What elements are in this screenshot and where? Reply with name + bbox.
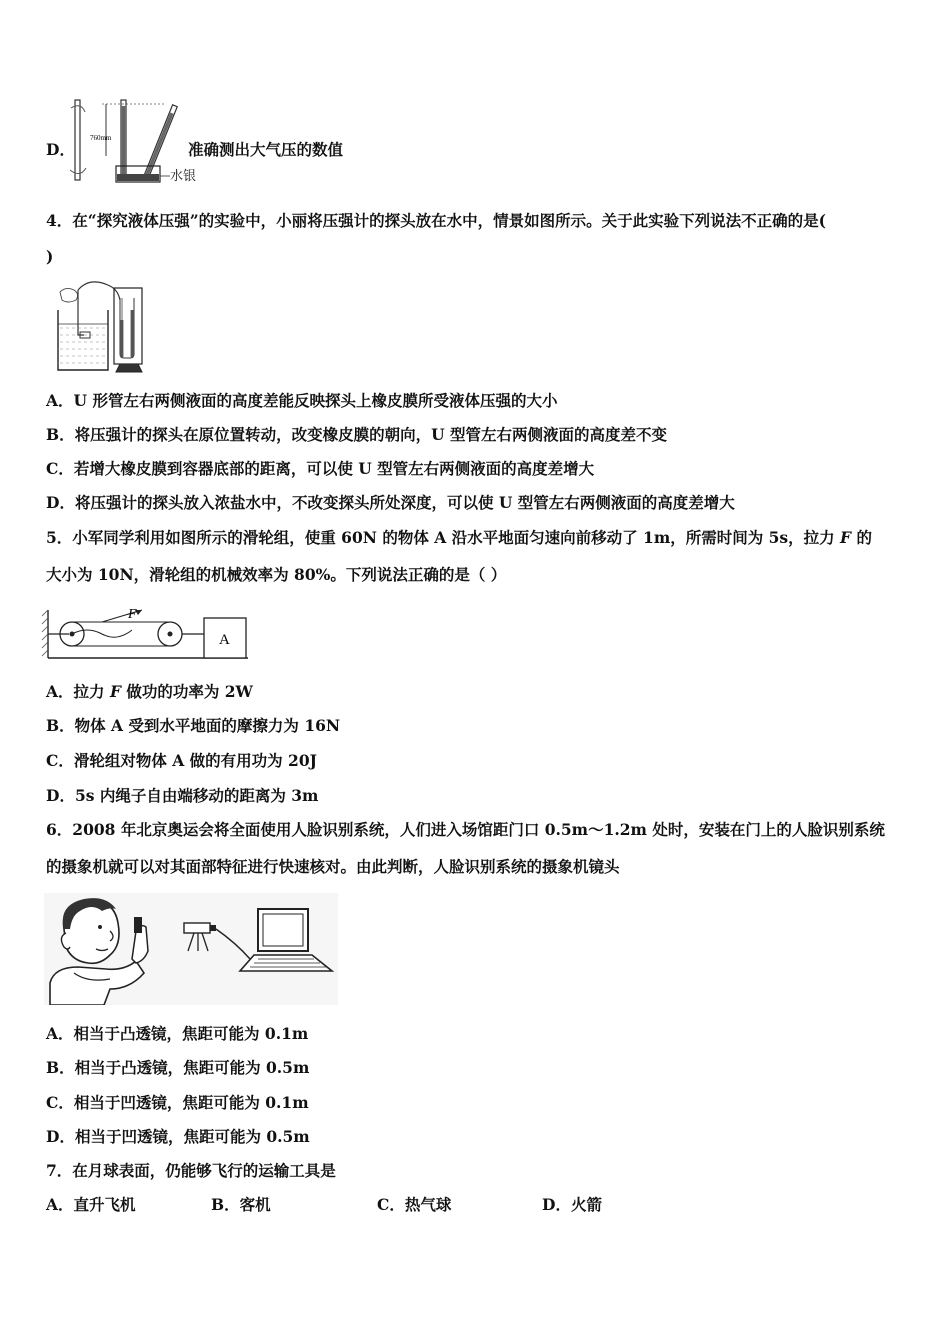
block-label: A (219, 632, 230, 648)
q5-option-a (46, 682, 253, 702)
q5-option-a-pre: A．拉力 (46, 682, 110, 701)
q5-option-b: B．物体 A 受到水平地面的摩擦力为 16N (46, 716, 341, 735)
q7-option-a: A．直升飞机 (46, 1195, 136, 1214)
mercury-label: 水银 (170, 169, 196, 184)
scale-label: 760mm (90, 134, 112, 142)
pressure-gauge-figure (50, 280, 150, 375)
q6-option-b: B．相当于凸透镜，焦距可能为 0.5m (46, 1058, 310, 1077)
pulley-figure (42, 602, 252, 662)
q5-stem-line1-post: 的 (851, 528, 872, 547)
q5-option-a-var: F (109, 682, 121, 701)
q7-stem: 7．在月球表面，仍能够飞行的运输工具是 (46, 1161, 336, 1180)
q5-stem-line2: 大小为 10N，滑轮组的机械效率为 80%。下列说法正确的是（ ） (46, 565, 507, 584)
q4-option-d: D．将压强计的探头放入浓盐水中，不改变探头所处深度，可以使 U 型管左右两侧液面的高度差增大 (46, 493, 735, 512)
q6-stem-line2: 的摄象机就可以对其面部特征进行快速核对。由此判断，人脸识别系统的摄象机镜头 (46, 857, 620, 876)
q5-stem-line1 (46, 528, 872, 548)
q7-option-d: D．火箭 (542, 1195, 602, 1214)
q7-option-b: B．客机 (211, 1195, 271, 1214)
q4-stem-line1: 4．在“探究液体压强”的实验中，小丽将压强计的探头放在水中，情景如图所示。关于此实验下列说法不正确的是( (46, 211, 826, 230)
face-recognition-figure (44, 893, 338, 1005)
q6-stem-line1: 6．2008 年北京奥运会将全面使用人脸识别系统，人们进入场馆距门口 0.5m～1.2m 处时，安装在门上的人脸识别系统 (46, 820, 885, 839)
q3-option-d-letter: D． (46, 140, 75, 159)
q4-option-a: A．U 形管左右两侧液面的高度差能反映探头上橡皮膜所受液体压强的大小 (46, 391, 558, 410)
q7-option-c: C．热气球 (377, 1195, 452, 1214)
q5-option-d: D．5s 内绳子自由端移动的距离为 3m (46, 786, 319, 805)
q6-option-d: D．相当于凹透镜，焦距可能为 0.5m (46, 1127, 310, 1146)
torricelli-figure (66, 96, 196, 188)
force-label: F (128, 607, 137, 622)
q5-stem-var: F (840, 528, 852, 547)
q4-option-b: B．将压强计的探头在原位置转动，改变橡皮膜的朝向，U 型管左右两侧液面的高度差不变 (46, 425, 668, 444)
q5-stem-line1-pre: 5．小军同学利用如图所示的滑轮组，使重 60N 的物体 A 沿水平地面匀速向前移动了 1m，所需时间为 5s，拉力 (46, 528, 841, 547)
q5-option-c: C．滑轮组对物体 A 做的有用功为 20J (46, 751, 317, 770)
q6-option-a: A．相当于凸透镜，焦距可能为 0.1m (46, 1024, 309, 1043)
q3-option-d-text: 准确测出大气压的数值 (188, 140, 344, 159)
q6-option-c: C．相当于凹透镜，焦距可能为 0.1m (46, 1093, 309, 1112)
q5-option-a-post: 做功的功率为 2W (120, 682, 253, 701)
q4-option-c: C．若增大橡皮膜到容器底部的距离，可以使 U 型管左右两侧液面的高度差增大 (46, 459, 595, 478)
q4-stem-line2: ) (46, 247, 54, 266)
